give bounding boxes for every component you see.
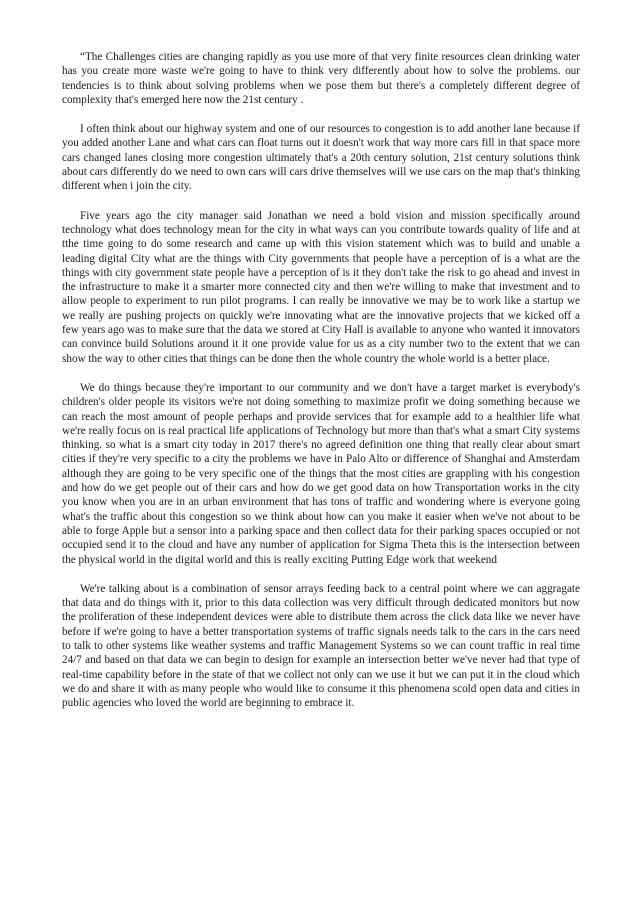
document-page [62, 50, 580, 710]
paragraph-community: We do things because they're important to our community and we don't have a target market is everybody's children's older people its visitors we're not doing something to maximize profit we doing something because we can reach the most amount of people perhaps and provide services that for example add to a healthier life what we're really focus on is real practical life applications of Technology but more than that's what a smart City systems thinking. so what is a smart city today in 2017 there's no agreed definition one thing that really clear about smart cities if they're very specific to a city the problems we have in Palo Alto or difference of Shanghai and Amsterdam although they are going to be very specific one of the things that the most cities are grappling with his congestion and how do we get people out of their cars and how do we get good data on how Transportation works in the city you know when you are in an urban environment that has tons of traffic and wondering where is everyone going what's the traffic about this congestion so we think about how can you make it easier when we've not about to be able to forge Apple but a sensor into a parking space and then collect data for their parking spaces occupied or not occupied send it to the cloud and have any number of application for Sigma Theta this is the intersection between the physical world in the digital world and this is really exciting Putting Edge work that weekend [62, 381, 580, 566]
paragraph-challenges: “The Challenges cities are changing rapidly as you use more of that very finite resources clean drinking water has you create more waste we're going to have to think very differently about how to solve the problems. our tendencies is to think about solving problems when we pose them but there's a completely different degree of complexity that's emerged here now the 21st century . [62, 51, 580, 106]
paragraph-sensors: We're talking about is a combination of sensor arrays feeding back to a central point where we can aggragate that data and do things with it, prior to this data collection was very difficult through dedicated monitors but now the proliferation of these independent devices were able to distribute them across the click data like we never have before if we're going to have a better transportation systems of traffic signals needs talk to the cars in the cars need to talk to other systems like weather systems and traffic Management Systems so we can count traffic in real time 24/7 and based on that data we can begin to design for example an intersection better we've never had that type of real-time capability before in the state of that we collect not only can we use it but we can put it in the cloud which we do and share it with as many people who would like to consume it this phenomena scold open data and cities in public agencies who loved the world are beginning to embrace it. [62, 582, 580, 710]
paragraph-vision: Five years ago the city manager said Jonathan we need a bold vision and mission specifically around technology what does technology mean for the city in what ways can you contribute towards quality of life and at tthe time going to do some research and came up with this vision statement which was to build and unable a leading digital City what are the things with City governments that people have a perception of is a what are the things with city government state people have a perception of is it they don't take the risk to go ahead and invest in the infrastructure to make it a smarter more connected city and then we're willing to make that investment and to allow people to experiment to run pilot programs. I can really be innovative we may be to work like a startup we we really are pushing projects on quickly we're innovating what are the innovative projects that we kicked off a few years ago was to make sure that the data we stored at City Hall is available to anyone who wanted it innovators can convince build Solutions around it it one provide value for us as a city number two to the extent that we can show the way to other cities that things can be done then the whole country the whole world is a better place. [62, 209, 580, 365]
paragraph-highway: I often think about our highway system and one of our resources to congestion is to add another lane because if you added another Lane and what cars can float turns out it doesn't work that way more cars fill in that space more cars changed lanes closing more congestion ultimately that's a 20th century solution, 21st century solutions think about cars differently do we need to own cars will cars drive themselves will we use cars on the map that's thinking different when i join the city. [62, 123, 580, 193]
